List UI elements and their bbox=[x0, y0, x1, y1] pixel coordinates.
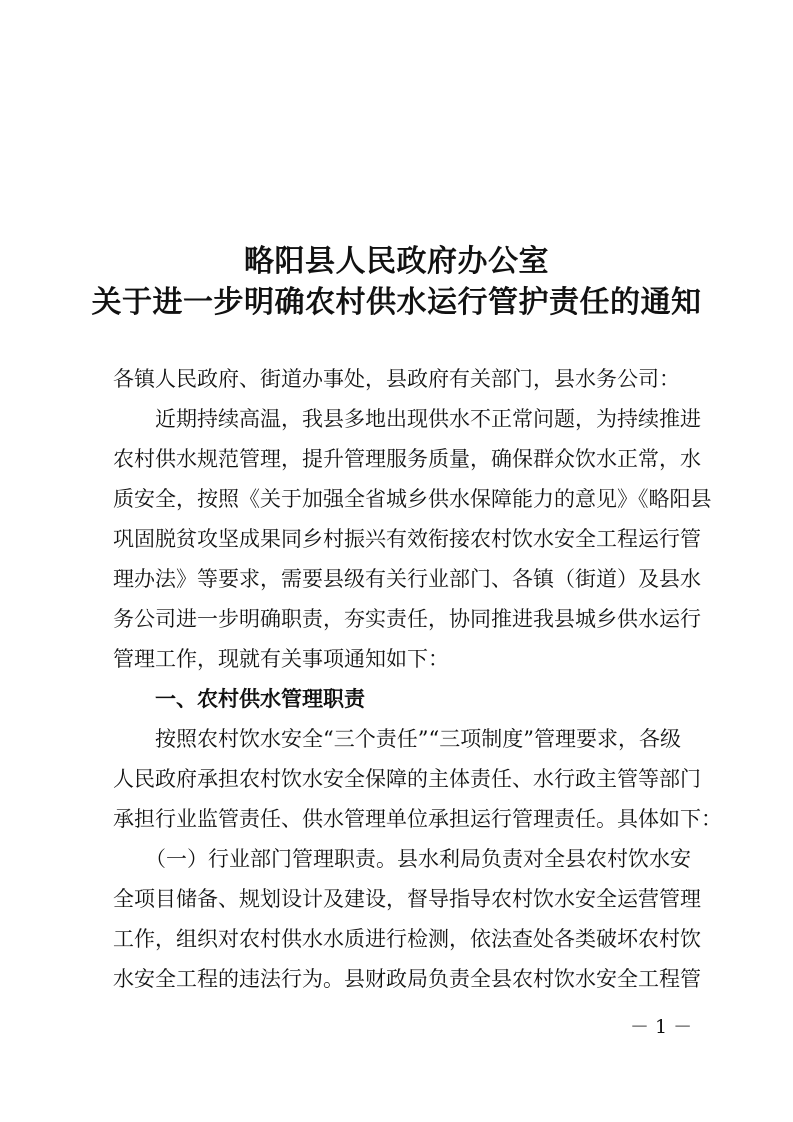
document-title-line-1: 略阳县人民政府办公室 bbox=[244, 244, 549, 279]
paragraph-1-line: 质安全，按照《关于加强全省城乡供水保障能力的意见》《略阳县 bbox=[113, 487, 712, 511]
paragraph-3-line: 工作，组织对农村供水水质进行检测，依法查处各类破坏农村饮 bbox=[113, 927, 701, 951]
paragraph-1-line: 管理工作，现就有关事项通知如下： bbox=[113, 647, 449, 671]
paragraph-3-line: 全项目储备、规划设计及建设，督导指导农村饮水安全运营管理 bbox=[113, 887, 701, 911]
paragraph-2-line: 按照农村饮水安全“三个责任”“三项制度”管理要求，各级 bbox=[155, 727, 681, 751]
paragraph-1-line: 巩固脱贫攻坚成果同乡村振兴有效衔接农村饮水安全工程运行管 bbox=[113, 527, 701, 551]
document-title-line-2: 关于进一步明确农村供水运行管护责任的通知 bbox=[91, 285, 702, 320]
paragraph-2-line: 人民政府承担农村饮水安全保障的主体责任、水行政主管等部门 bbox=[113, 767, 701, 791]
document-body bbox=[113, 359, 722, 999]
paragraph-1-line: 务公司进一步明确职责，夯实责任，协同推进我县城乡供水运行 bbox=[113, 607, 701, 631]
paragraph-2-line: 承担行业监管责任、供水管理单位承担运行管理责任。具体如下： bbox=[113, 807, 722, 831]
paragraph-3-line: （一）行业部门管理职责。县水利局负责对全县农村饮水安 bbox=[145, 847, 691, 871]
paragraph-3-line: 水安全工程的违法行为。县财政局负责全县农村饮水安全工程管 bbox=[113, 967, 701, 991]
paragraph-1-line: 农村供水规范管理，提升管理服务质量，确保群众饮水正常，水 bbox=[113, 447, 701, 471]
addressee-line: 各镇人民政府、街道办事处，县政府有关部门，县水务公司： bbox=[113, 367, 680, 391]
paragraph-1-line: 近期持续高温，我县多地出现供水不正常问题，为持续推进 bbox=[155, 407, 701, 431]
section-1-heading: 一、农村供水管理职责 bbox=[155, 687, 365, 711]
paragraph-1-line: 理办法》等要求，需要县级有关行业部门、各镇（街道）及县水 bbox=[113, 567, 701, 591]
page-number: － 1 － bbox=[630, 1016, 693, 1038]
